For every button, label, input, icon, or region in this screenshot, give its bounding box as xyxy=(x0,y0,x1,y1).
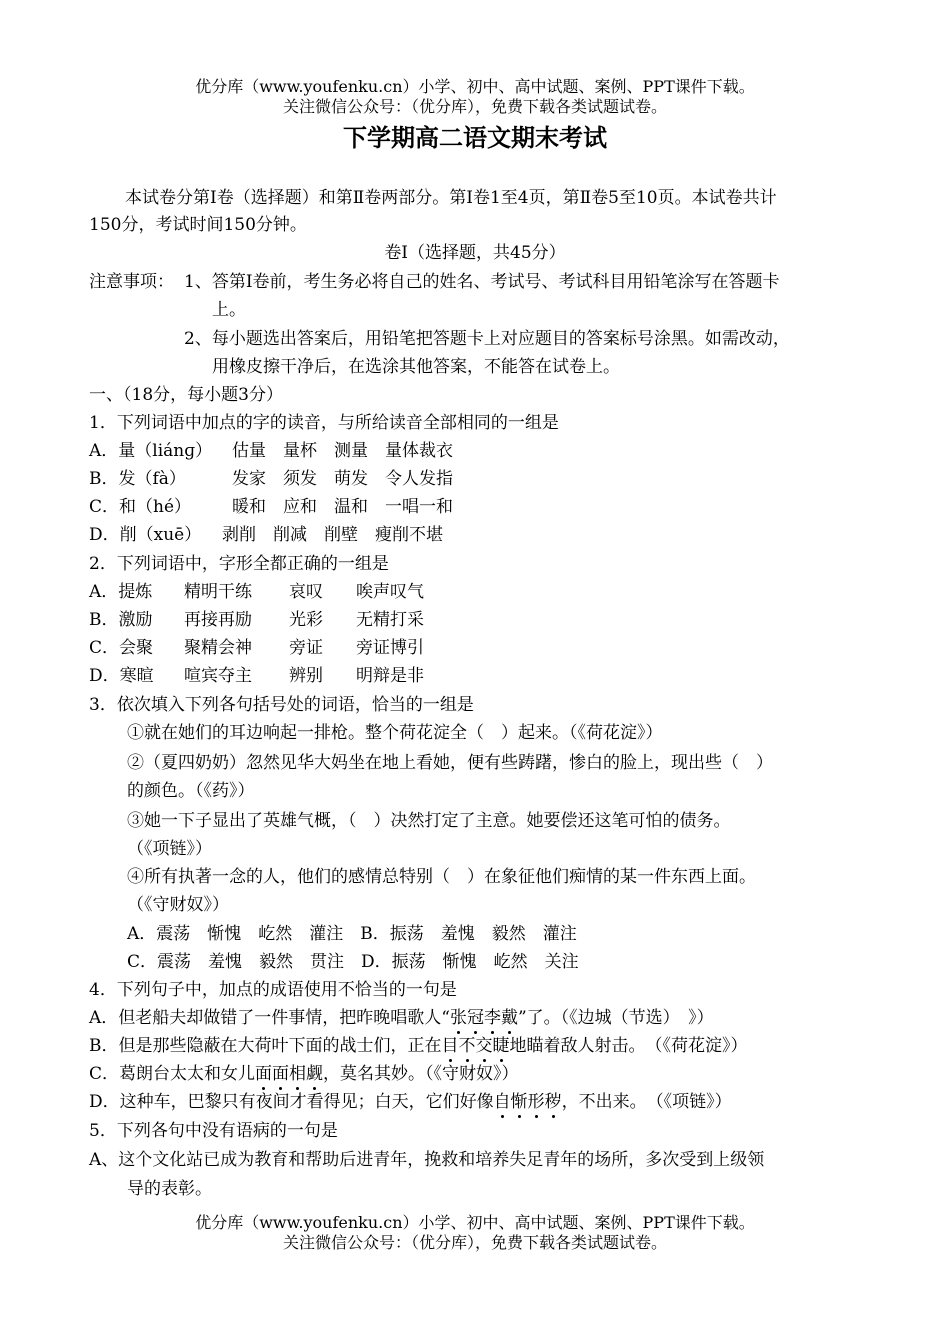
q4-b-idiom-char-1: 目 xyxy=(442,1033,459,1059)
q4-a-idiom-char-2: 冠 xyxy=(467,1005,484,1031)
section-1-heading: 一、（18分，每小题3分） xyxy=(89,385,283,405)
q4-b-idiom-char-4: 睫 xyxy=(493,1033,510,1059)
q4-c-idiom-char-2: 面 xyxy=(272,1061,289,1087)
q1-option-d-words: 剥削 削减 削壁 瘦削不堪 xyxy=(222,525,443,545)
note-1-line-1: 1、答第Ⅰ卷前，考生务必将自己的姓名、考试号、考试科目用铅笔涂写在答题卡 xyxy=(184,272,780,292)
q3-sentence-2-line-1: ②（夏四奶奶）忽然见华大妈坐在地上看她，便有些踌躇，惨白的脸上，现出些（ ） xyxy=(127,753,773,773)
q2-b-word-3: 光彩 xyxy=(289,610,323,630)
q2-a-word-3: 哀叹 xyxy=(289,582,323,602)
q2-option-b xyxy=(89,607,424,633)
q3-sentence-4-line-1: ④所有执著一念的人，他们的感情总特别（ ）在象征他们痴情的某一件东西上面。 xyxy=(127,867,756,887)
header-line-2: 关注微信公众号：（优分库），免费下载各类试题试卷。 xyxy=(282,97,667,116)
q3-sentence-4-line-2: （《守财奴》） xyxy=(127,895,229,915)
q2-c-word-3: 旁证 xyxy=(289,638,323,658)
q1-option-c-words: 暖和 应和 温和 一唱一和 xyxy=(232,497,453,517)
q2-d-word-4: 明辩是非 xyxy=(356,666,424,686)
q2-option-a xyxy=(89,579,424,605)
q4-a-idiom-char-1: 张 xyxy=(450,1005,467,1031)
q1-option-c-label: C．和（hé） xyxy=(89,497,192,517)
q2-stem: 2．下列词语中，字形全都正确的一组是 xyxy=(89,554,389,574)
q3-sentence-3-line-2: （《项链》） xyxy=(127,839,212,859)
q4-c-idiom-char-3: 相 xyxy=(289,1061,306,1087)
q4-c-prefix: C．葛朗台太太和女儿 xyxy=(89,1064,256,1084)
notes-label: 注意事项： xyxy=(89,272,174,292)
q2-b-word-1: B．激励 xyxy=(89,610,153,630)
note-1-line-2: 上。 xyxy=(212,300,246,320)
q1-option-a-words: 估量 量杯 测量 量体裁衣 xyxy=(232,441,453,461)
header-line-1: 优分库（www.youfenku.cn）小学、初中、高中试题、案例、PPT课件下载。 xyxy=(195,77,755,96)
footer-line-2: 关注微信公众号：（优分库），免费下载各类试题试卷。 xyxy=(282,1233,667,1252)
q2-b-word-4: 无精打采 xyxy=(356,610,424,630)
intro-line-1: 本试卷分第Ⅰ卷（选择题）和第Ⅱ卷两部分。第Ⅰ卷1至4页，第Ⅱ卷5至10页。本试卷共计 xyxy=(125,188,777,208)
q2-c-word-1: C．会聚 xyxy=(89,638,154,658)
q3-options-c-d: C．震荡 羞愧 毅然 贯注 D．振荡 惭愧 屹然 关注 xyxy=(127,952,579,972)
q3-options-a-b: A．震荡 惭愧 屹然 灌注 B．振荡 羞愧 毅然 灌注 xyxy=(127,924,577,944)
q4-a-idiom-char-3: 李 xyxy=(484,1005,501,1031)
q4-c-idiom-char-4: 觑 xyxy=(306,1061,323,1087)
footer-line-1: 优分库（www.youfenku.cn）小学、初中、高中试题、案例、PPT课件下载。 xyxy=(195,1213,755,1232)
q2-option-c xyxy=(89,635,424,661)
q4-option-c xyxy=(89,1061,519,1087)
q5-option-a-line-2: 导的表彰。 xyxy=(127,1179,212,1199)
q4-a-prefix: A．但老船夫却做错了一件事情，把昨晚唱歌人“ xyxy=(89,1008,450,1028)
q5-stem: 5．下列各句中没有语病的一句是 xyxy=(89,1121,338,1141)
q4-d-idiom-char-1: 自 xyxy=(494,1089,511,1115)
q2-d-word-2: 喧宾夺主 xyxy=(184,666,252,686)
q4-d-idiom-char-2: 惭 xyxy=(511,1089,528,1115)
intro-line-2: 150分，考试时间150分钟。 xyxy=(89,215,307,235)
q4-stem: 4．下列句子中，加点的成语使用不恰当的一句是 xyxy=(89,980,457,1000)
q1-option-d-label: D．削（xuē） xyxy=(89,525,202,545)
q1-option-b-words: 发家 须发 萌发 令人发指 xyxy=(232,469,453,489)
q2-option-d xyxy=(89,663,424,689)
q4-c-idiom-char-1: 面 xyxy=(255,1061,272,1087)
q1-stem: 1．下列词语中加点的字的读音，与所给读音全部相同的一组是 xyxy=(89,413,559,433)
q2-c-word-2: 聚精会神 xyxy=(184,638,252,658)
q4-c-suffix: ，莫名其妙。（《守财奴》） xyxy=(323,1064,519,1084)
q3-sentence-3-line-1: ③她一下子显出了英雄气概，（ ）决然打定了主意。她要偿还这笔可怕的债务。 xyxy=(127,811,731,831)
q2-b-word-2: 再接再励 xyxy=(184,610,252,630)
q4-b-idiom-char-3: 交 xyxy=(476,1033,493,1059)
q4-option-a xyxy=(89,1005,714,1031)
q3-sentence-2-line-2: 的颜色。（《药》） xyxy=(127,781,255,801)
q4-d-suffix: ，不出来。 （《项链》） xyxy=(561,1092,732,1112)
note-2-line-1: 2、每小题选出答案后，用铅笔把答题卡上对应题目的答案标号涂黑。如需改动， xyxy=(184,329,790,349)
q4-d-idiom-char-4: 秽 xyxy=(545,1089,562,1115)
q2-c-word-4: 旁证博引 xyxy=(356,638,424,658)
q1-option-a-label: A．量（liánɡ） xyxy=(89,441,213,461)
q5-option-a-line-1: A、这个文化站已成为教育和帮助后进青年，挽救和培养失足青年的场所，多次受到上级领 xyxy=(89,1150,765,1170)
q4-option-b xyxy=(89,1033,748,1059)
q2-a-word-4: 唉声叹气 xyxy=(356,582,424,602)
q2-d-word-3: 辨别 xyxy=(289,666,323,686)
q3-sentence-1: ①就在她们的耳边响起一排枪。整个荷花淀全（ ）起来。（《荷花淀》） xyxy=(127,723,663,743)
volume-heading: 卷Ⅰ（选择题，共45分） xyxy=(384,243,566,263)
note-2-line-2: 用橡皮擦干净后，在选涂其他答案，不能答在试卷上。 xyxy=(212,357,620,377)
q4-option-d xyxy=(89,1089,732,1115)
q4-b-prefix: B．但是那些隐蔽在大荷叶下面的战士们，正在 xyxy=(89,1036,442,1056)
q4-a-suffix: ”了。（《边城（节选） 》） xyxy=(517,1008,714,1028)
q4-b-idiom-char-2: 不 xyxy=(459,1033,476,1059)
q2-d-word-1: D．寒暄 xyxy=(89,666,154,686)
q4-d-prefix: D．这种车，巴黎只有夜间才看得见；白天，它们好像 xyxy=(89,1092,494,1112)
page-title: 下学期高二语文期末考试 xyxy=(343,123,607,152)
q4-a-idiom-char-4: 戴 xyxy=(501,1005,518,1031)
q4-d-idiom-char-3: 形 xyxy=(528,1089,545,1115)
q2-a-word-2: 精明干练 xyxy=(184,582,252,602)
q3-stem: 3．依次填入下列各句括号处的词语，恰当的一组是 xyxy=(89,695,474,715)
q2-a-word-1: A．提炼 xyxy=(89,582,153,602)
q1-option-b-label: B．发（fà） xyxy=(89,469,186,489)
q4-b-suffix: 地瞄着敌人射击。 （《荷花淀》） xyxy=(509,1036,748,1056)
